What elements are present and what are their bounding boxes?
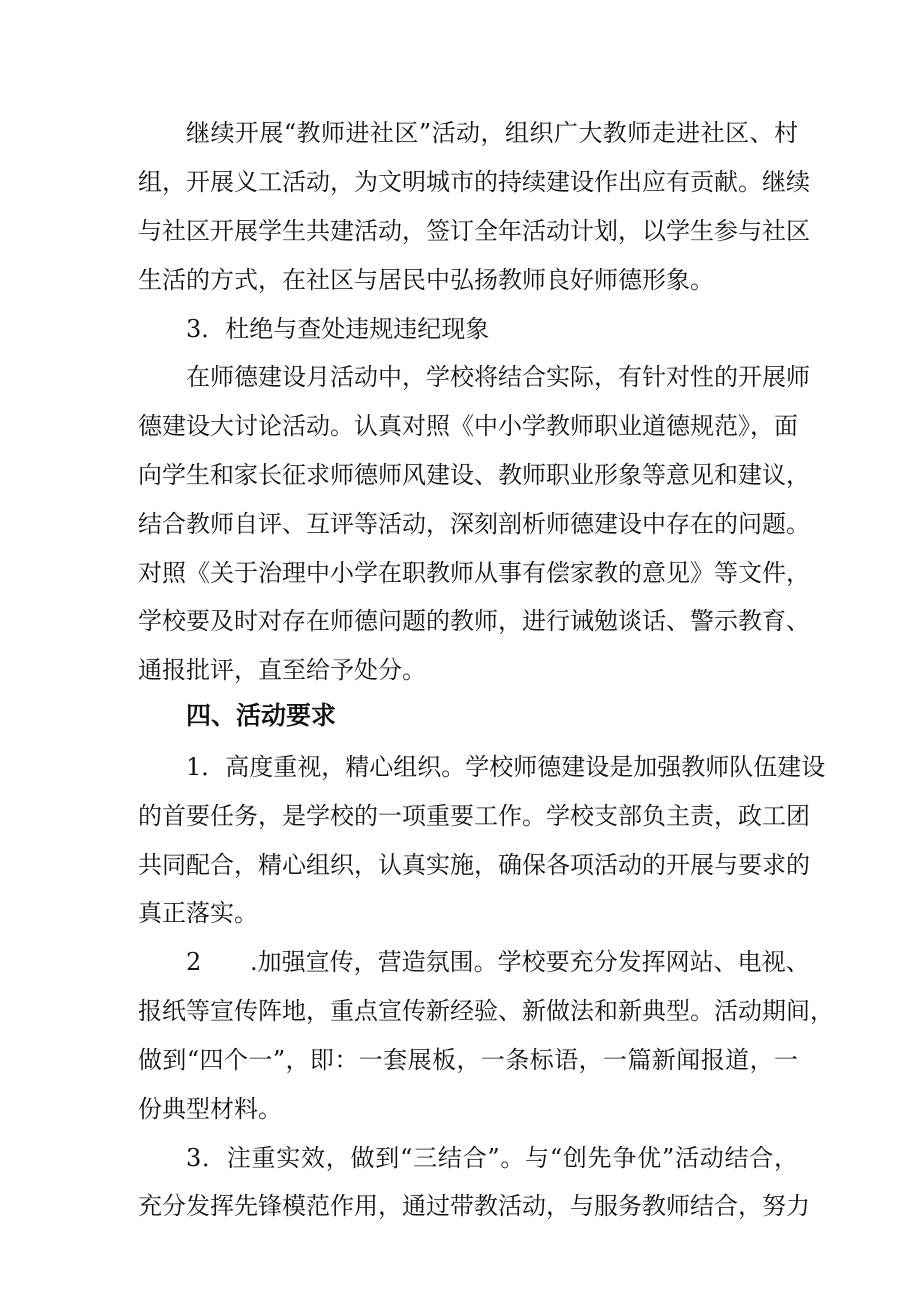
paragraph-line: 1．高度重视，精心组织。学校师德建设是加强教师队伍建设 [186,753,826,781]
paragraph-line: 通报批评，直至给予处分。 [138,656,426,684]
paragraph-line: 德建设大讨论活动。认真对照《中小学教师职业道德规范》，面 [138,412,798,440]
paragraph-line: 真正落实。 [138,899,258,927]
paragraph-line: 份典型材料。 [138,1095,282,1123]
paragraph-line: .加强宣传，营造氛围。学校要充分发挥网站、电视、 [250,948,810,976]
paragraph-line: 学校要及时对存在师德问题的教师，进行诫勉谈话、警示教育、 [138,607,810,635]
paragraph-line: 充分发挥先锋模范作用，通过带教活动，与服务教师结合，努力 [138,1192,810,1220]
paragraph-line: 生活的方式，在社区与居民中弘扬教师良好师德形象。 [138,266,714,294]
paragraph-line: 继续开展“教师进社区”活动，组织广大教师走进社区、村 [186,119,798,147]
paragraph-line: 与社区开展学生共建活动，签订全年活动计划，以学生参与社区 [138,217,810,245]
paragraph-line: 对照《关于治理中小学在职教师从事有偿家教的意见》等文件， [138,559,810,587]
section-heading: 四、活动要求 [186,701,337,730]
paragraph-line: 的首要任务，是学校的一项重要工作。学校支部负主责，政工团 [138,802,810,830]
paragraph-line: 向学生和家长征求师德师风建设、教师职业形象等意见和建议， [138,461,810,489]
paragraph-line: 共同配合，精心组织，认真实施，确保各项活动的开展与要求的 [138,851,810,879]
paragraph-line: 在师德建设月活动中，学校将结合实际，有针对性的开展师 [186,363,810,391]
paragraph-line: 做到“四个一”，即：一套展板，一条标语，一篇新闻报道，一 [138,1046,798,1074]
subheading: 3．杜绝与查处违规违纪现象 [186,315,490,343]
paragraph-line: 组，开展义工活动，为文明城市的持续建设作出应有贡献。继续 [138,168,810,196]
paragraph-line: 3．注重实效，做到“三结合”。与“创先争优”活动结合， [186,1144,798,1172]
list-number: 2 [186,948,202,976]
paragraph-line: 结合教师自评、互评等活动，深刻剖析师德建设中存在的问题。 [138,510,810,538]
paragraph-line: 报纸等宣传阵地，重点宣传新经验、新做法和新典型。活动期间， [138,997,834,1025]
